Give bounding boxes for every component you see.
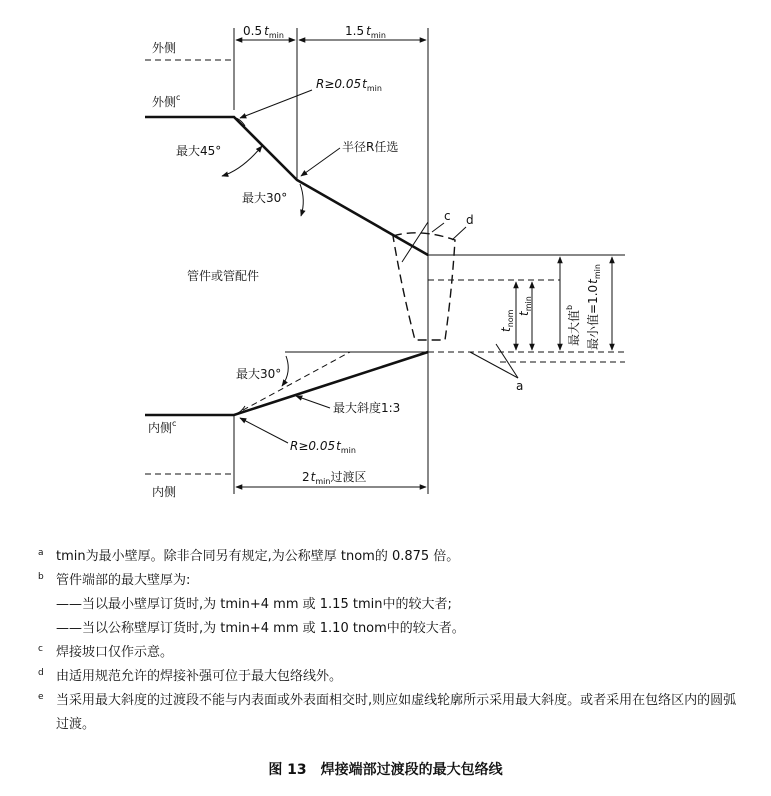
weld-bevel-outline xyxy=(393,233,455,340)
note-c-text: 焊接坡口仅作示意。 xyxy=(56,645,174,660)
note-mark-a: a xyxy=(38,548,44,558)
mark-a: a xyxy=(516,379,524,393)
mark-d: d xyxy=(466,213,474,227)
mark-d-leader xyxy=(452,227,466,240)
radius-optional-label: 半径R任选 xyxy=(342,140,399,154)
radius-optional-leader xyxy=(301,148,340,176)
angle-30-upper-arc xyxy=(300,184,303,216)
mark-c-leader xyxy=(432,223,444,232)
note-e-text: 当采用最大斜度的过渡段不能与内表面或外表面相交时,则应如虚线轮廓所示采用最大斜度。或者采用在包络区内的圆弧过渡。 xyxy=(56,693,737,732)
angle-45-arc xyxy=(222,146,262,176)
tmin-label: $t_{min}$ xyxy=(517,296,533,316)
note-c xyxy=(38,641,748,665)
mark-a-leader-2 xyxy=(470,352,518,378)
max30-upper-label: 最大30° xyxy=(242,191,288,205)
min-value-label: 最小值$=1.0t_{min}$ xyxy=(586,264,602,350)
radius-outer-label: $R\ge 0.05t_{min}$ xyxy=(316,77,382,93)
note-d xyxy=(38,665,748,689)
max-slope-leader xyxy=(296,396,330,408)
footnotes xyxy=(38,545,748,737)
note-b-item-1: ——当以最小壁厚订货时,为 tmin+4 mm 或 1.15 tmin中的较大者; xyxy=(56,597,452,612)
pipe-label: 管件或管配件 xyxy=(187,269,260,283)
outer-surface-profile xyxy=(145,117,428,255)
dim-half-label: 0.5 $t_{min}$ xyxy=(243,24,284,40)
note-b xyxy=(38,569,748,593)
max-slope-label: 最大斜度1:3 xyxy=(333,401,401,415)
note-mark-e: e xyxy=(38,692,44,702)
mark-a-leader-1 xyxy=(496,344,518,378)
angle-30-lower-arc xyxy=(282,356,288,386)
note-mark-d: d xyxy=(38,668,44,678)
max-value-label: 最大值$^b$ xyxy=(565,304,581,346)
note-b-item-2: ——当以公称壁厚订货时,为 tmin+4 mm 或 1.10 tnom中的较大者。 xyxy=(56,621,465,636)
note-a xyxy=(38,545,748,569)
inner-side-label: 内侧$^c$ xyxy=(148,419,177,435)
transition-zone-label: $2t_{min}$过渡区 xyxy=(302,470,367,486)
radius-inner-label: $R\ge 0.05t_{min}$ xyxy=(290,439,356,455)
max45-label: 最大45° xyxy=(176,144,222,158)
radius-inner-leader xyxy=(240,418,288,443)
note-mark-b: b xyxy=(38,572,44,582)
inner-bottom-label: 内侧 xyxy=(152,485,177,499)
tnom-label: $t_{nom}$ xyxy=(499,309,515,332)
max30-lower-label: 最大30° xyxy=(236,367,282,381)
mark-c: c xyxy=(444,209,451,223)
radius-outer-leader xyxy=(240,90,312,118)
outer-top-label: 外侧 xyxy=(152,41,177,55)
note-mark-c: c xyxy=(38,644,43,654)
dim-onehalf-label: 1.5 $t_{min}$ xyxy=(345,24,386,40)
outer-side-label: 外侧$^c$ xyxy=(152,93,181,109)
note-e xyxy=(38,689,748,737)
figure-caption: 图 13 焊接端部过渡段的最大包络线 xyxy=(268,762,503,778)
note-d-text: 由适用规范允许的焊接补强可位于最大包络线外。 xyxy=(56,669,343,684)
note-b-text: 管件端部的最大壁厚为: xyxy=(56,573,191,588)
note-a-text: tmin为最小壁厚。除非合同另有规定,为公称壁厚 tnom的 0.875 倍。 xyxy=(56,549,460,564)
